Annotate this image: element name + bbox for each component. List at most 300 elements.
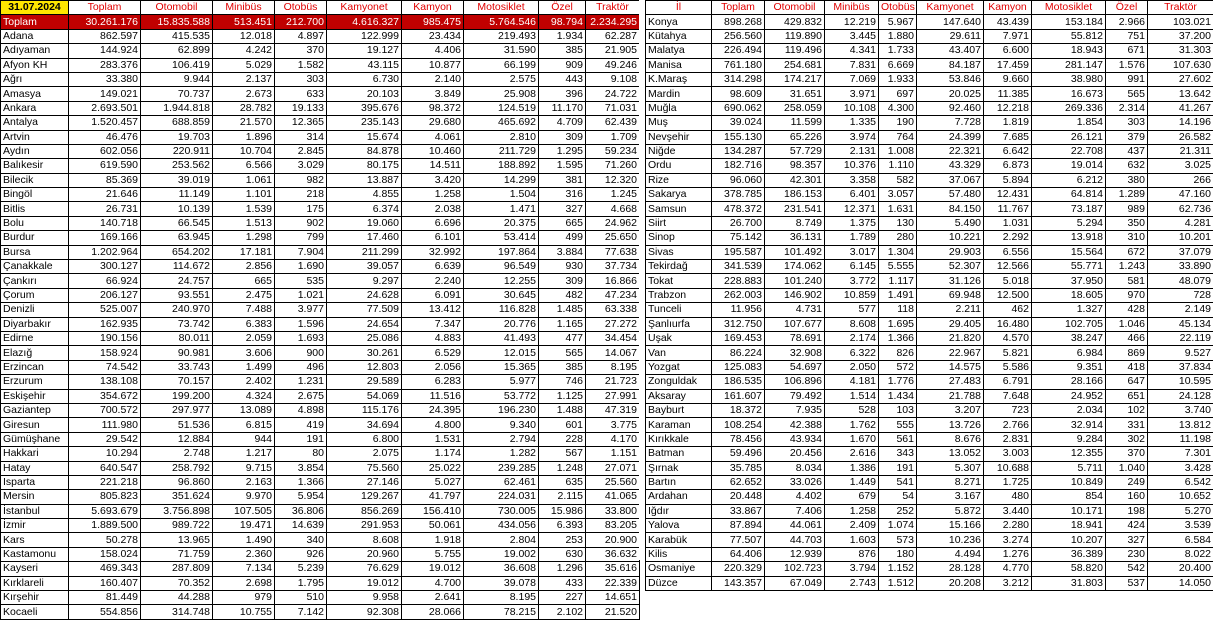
province-name: Sinop [646,231,712,245]
vehicle-count: 12.218 [984,101,1032,115]
vehicle-count: 7.648 [984,389,1032,403]
table-row [1,389,640,403]
column-header: Otomobil [765,1,825,15]
header-row [646,1,1213,15]
vehicle-count: 291.953 [327,519,402,533]
vehicle-count: 195.587 [712,245,765,259]
vehicle-count: 33.867 [712,504,765,518]
province-name: Denizli [1,303,69,317]
table-row [646,260,1213,274]
vehicle-count: 429.832 [765,15,825,29]
column-header: Minibüs [825,1,879,15]
vehicle-count: 303 [1106,116,1148,130]
vehicle-count: 4.494 [917,547,984,561]
table-row [646,418,1213,432]
vehicle-count: 469.343 [69,562,141,576]
vehicle-count: 7.971 [984,29,1032,43]
vehicle-count: 20.375 [464,216,539,230]
vehicle-count: 22.321 [917,144,984,158]
total-value: 513.451 [213,15,275,29]
vehicle-count: 59.234 [586,144,640,158]
vehicle-count: 5.894 [984,173,1032,187]
vehicle-count: 41.267 [1148,101,1213,115]
vehicle-count: 6.791 [984,375,1032,389]
province-name: İzmir [1,519,69,533]
province-name: Antalya [1,116,69,130]
table-row [646,375,1213,389]
province-name: Yozgat [646,360,712,374]
vehicle-count: 5.711 [1032,461,1106,475]
table-row [1,173,640,187]
vehicle-count: 13.887 [327,173,402,187]
vehicle-count: 41.065 [586,490,640,504]
vehicle-count: 23.434 [402,29,464,43]
vehicle-count: 6.600 [984,44,1032,58]
vehicle-count: 19.060 [327,216,402,230]
vehicle-count: 10.108 [825,101,879,115]
province-name: Kastamonu [1,547,69,561]
vehicle-count: 12.255 [464,274,539,288]
vehicle-count: 1.631 [879,202,917,216]
vehicle-count: 1.231 [275,375,327,389]
vehicle-count: 36.131 [765,231,825,245]
vehicle-count: 50.061 [402,519,464,533]
vehicle-count: 433 [539,576,586,590]
vehicle-count: 3.017 [825,245,879,259]
vehicle-count: 19.127 [327,44,402,58]
vehicle-count: 19.471 [213,519,275,533]
vehicle-count: 78.691 [765,331,825,345]
vehicle-count: 582 [879,173,917,187]
vehicle-count: 5.821 [984,346,1032,360]
province-name: Konya [646,15,712,29]
vehicle-count: 106.419 [141,58,213,72]
vehicle-count: 12.219 [825,15,879,29]
vehicle-count: 1.776 [879,375,917,389]
vehicle-count: 17.460 [327,231,402,245]
vehicle-count: 77.507 [712,533,765,547]
table-row [1,44,640,58]
vehicle-count: 437 [1106,144,1148,158]
vehicle-count: 312.750 [712,317,765,331]
vehicle-count: 11.767 [984,202,1032,216]
table-row [1,591,640,605]
vehicle-count: 46.476 [69,130,141,144]
vehicle-count: 1.531 [402,432,464,446]
vehicle-count: 39.024 [712,116,765,130]
vehicle-count: 379 [1106,130,1148,144]
vehicle-count: 3.428 [1148,461,1213,475]
province-name: Uşak [646,331,712,345]
vehicle-count: 746 [539,375,586,389]
vehicle-count: 269.336 [1032,101,1106,115]
vehicle-count: 93.551 [141,288,213,302]
province-name: Kırklareli [1,576,69,590]
table-row [646,504,1213,518]
vehicle-count: 92.460 [917,101,984,115]
vehicle-count: 22.967 [917,346,984,360]
vehicle-count: 3.772 [825,274,879,288]
vehicle-count: 5.555 [879,260,917,274]
column-header: Motosiklet [464,1,539,15]
vehicle-count: 6.283 [402,375,464,389]
province-name: Siirt [646,216,712,230]
vehicle-count: 2.115 [539,490,586,504]
vehicle-count: 16.866 [586,274,640,288]
province-name: Van [646,346,712,360]
column-header: Özel [1106,1,1148,15]
total-label: Toplam [1,15,69,29]
vehicle-count: 28.166 [1032,375,1106,389]
vehicle-count: 1.152 [879,562,917,576]
vehicle-count: 327 [1106,533,1148,547]
province-name: Balıkesir [1,159,69,173]
vehicle-count: 55.771 [1032,260,1106,274]
province-name: Amasya [1,87,69,101]
province-name: Bursa [1,245,69,259]
vehicle-count: 8.034 [765,461,825,475]
vehicle-count: 50.278 [69,533,141,547]
vehicle-count: 314.298 [712,72,765,86]
vehicle-count: 12.500 [984,288,1032,302]
total-value: 985.475 [402,15,464,29]
vehicle-count: 10.139 [141,202,213,216]
vehicle-count: 3.756.898 [141,504,213,518]
vehicle-count: 6.800 [327,432,402,446]
vehicle-count: 930 [539,260,586,274]
vehicle-count: 20.900 [586,533,640,547]
column-header: Traktör [1148,1,1213,15]
vehicle-count: 1.512 [879,576,917,590]
vehicle-count: 25.560 [586,475,640,489]
vehicle-count: 314.748 [141,605,213,619]
column-header: Minibüs [213,1,275,15]
vehicle-count: 2.810 [464,130,539,144]
vehicle-count: 78.215 [464,605,539,619]
table-row [646,432,1213,446]
vehicle-count: 3.445 [825,29,879,43]
vehicle-count: 6.556 [984,245,1032,259]
vehicle-count: 206.127 [69,288,141,302]
vehicle-count: 26.582 [1148,130,1213,144]
vehicle-count: 4.731 [765,303,825,317]
vehicle-count: 869 [1106,346,1148,360]
vehicle-count: 37.200 [1148,29,1213,43]
vehicle-count: 211.299 [327,245,402,259]
vehicle-count: 1.202.964 [69,245,141,259]
vehicle-count: 3.029 [275,159,327,173]
vehicle-count: 98.372 [402,101,464,115]
vehicle-count: 228 [539,432,586,446]
vehicle-count: 672 [1106,245,1148,259]
vehicle-count: 162.935 [69,317,141,331]
vehicle-count: 116.828 [464,303,539,317]
table-row [1,245,640,259]
header-row [1,1,640,15]
vehicle-count: 122.999 [327,29,402,43]
vehicle-count: 1.582 [275,58,327,72]
vehicle-count: 12.015 [464,346,539,360]
table-row [1,72,640,86]
vehicle-count: 3.854 [275,461,327,475]
table-row [1,58,640,72]
vehicle-count: 1.117 [879,274,917,288]
vehicle-count: 14.067 [586,346,640,360]
vehicle-count: 51.536 [141,418,213,432]
vehicle-count: 1.762 [825,418,879,432]
vehicle-count: 20.208 [917,576,984,590]
vehicle-count: 80.011 [141,331,213,345]
vehicle-count: 343 [879,447,917,461]
vehicle-count: 3.794 [825,562,879,576]
province-name: Diyarbakır [1,317,69,331]
vehicle-count: 103 [879,403,917,417]
vehicle-count: 12.566 [984,260,1032,274]
vehicle-count: 555 [879,418,917,432]
column-header: Otomobil [141,1,213,15]
vehicle-count: 1.040 [1106,461,1148,475]
vehicle-count: 37.067 [917,173,984,187]
vehicle-count: 856.269 [327,504,402,518]
vehicle-count: 2.292 [984,231,1032,245]
province-name: Kilis [646,547,712,561]
vehicle-count: 1.434 [879,389,917,403]
vehicle-count: 4.061 [402,130,464,144]
vehicle-count: 3.274 [984,533,1032,547]
vehicle-count: 48.079 [1148,274,1213,288]
vehicle-count: 1.165 [539,317,586,331]
vehicle-count: 8.195 [464,591,539,605]
column-header: Kamyonet [327,1,402,15]
vehicle-count: 5.018 [984,274,1032,288]
province-name: Karabük [646,533,712,547]
vehicle-count: 30.645 [464,288,539,302]
vehicle-count: 10.704 [213,144,275,158]
vehicle-count: 53.772 [464,389,539,403]
province-name: Iğdır [646,504,712,518]
vehicle-count: 2.050 [825,360,879,374]
vehicle-count: 8.195 [586,360,640,374]
vehicle-count: 1.596 [275,317,327,331]
vehicle-count: 43.439 [984,15,1032,29]
vehicle-count: 134.287 [712,144,765,158]
province-name: Burdur [1,231,69,245]
table-row [646,519,1213,533]
vehicle-count: 15.564 [1032,245,1106,259]
table-row [1,576,640,590]
vehicle-count: 378.785 [712,188,765,202]
vehicle-count: 28.128 [917,562,984,576]
vehicle-count: 13.089 [213,403,275,417]
vehicle-count: 96.549 [464,260,539,274]
vehicle-count: 77.509 [327,303,402,317]
column-header: Özel [539,1,586,15]
vehicle-count: 14.639 [275,519,327,533]
vehicle-count: 12.803 [327,360,402,374]
vehicle-count: 2.748 [141,447,213,461]
vehicle-count: 6.212 [1032,173,1106,187]
province-name: Kütahya [646,29,712,43]
vehicle-count: 13.412 [402,303,464,317]
column-header: Toplam [69,1,141,15]
vehicle-count: 561 [879,432,917,446]
vehicle-count: 73.742 [141,317,213,331]
vehicle-count: 71.031 [586,101,640,115]
vehicle-count: 2.831 [984,432,1032,446]
vehicle-count: 197.864 [464,245,539,259]
vehicle-count: 161.607 [712,389,765,403]
vehicle-count: 1.725 [984,475,1032,489]
vehicle-count: 20.448 [712,490,765,504]
vehicle-count: 1.217 [213,447,275,461]
vehicle-count: 2.743 [825,576,879,590]
vehicle-count: 42.301 [765,173,825,187]
vehicle-count: 20.960 [327,547,402,561]
vehicle-count: 854 [1032,490,1106,504]
vehicle-count: 65.226 [765,130,825,144]
vehicle-count: 15.674 [327,130,402,144]
province-name: Çorum [1,288,69,302]
vehicle-count: 20.400 [1148,562,1213,576]
vehicle-count: 10.221 [917,231,984,245]
vehicle-count: 226.494 [712,44,765,58]
vehicle-count: 29.611 [917,29,984,43]
vehicle-count: 2.211 [917,303,984,317]
vehicle-count: 5.307 [917,461,984,475]
vehicle-count: 573 [879,533,917,547]
vehicle-count: 688.859 [141,116,213,130]
vehicle-count: 33.380 [69,72,141,86]
vehicle-count: 1.245 [586,188,640,202]
vehicle-count: 1.110 [879,159,917,173]
province-name: Bolu [1,216,69,230]
vehicle-count: 1.046 [1106,317,1148,331]
vehicle-count: 5.027 [402,475,464,489]
vehicle-count: 826 [879,346,917,360]
vehicle-count: 381 [539,173,586,187]
vehicle-count: 7.904 [275,245,327,259]
table-row [646,116,1213,130]
vehicle-count: 478.372 [712,202,765,216]
vehicle-count: 149.021 [69,87,141,101]
vehicle-count: 43.115 [327,58,402,72]
vehicle-count: 18.943 [1032,44,1106,58]
vehicle-count: 1.693 [275,331,327,345]
vehicle-count: 7.685 [984,130,1032,144]
vehicle-count: 5.490 [917,216,984,230]
vehicle-count: 13.726 [917,418,984,432]
vehicle-count: 6.584 [1148,533,1213,547]
vehicle-count: 10.688 [984,461,1032,475]
vehicle-count: 3.977 [275,303,327,317]
vehicle-count: 989.722 [141,519,213,533]
vehicle-count: 124.519 [464,101,539,115]
vehicle-count: 62.461 [464,475,539,489]
vehicle-count: 26.700 [712,216,765,230]
vehicle-count: 443 [539,72,586,86]
province-name: Eskişehir [1,389,69,403]
province-header: İl [646,1,712,15]
table-row [1,87,640,101]
vehicle-count: 24.757 [141,274,213,288]
total-value: 5.764.546 [464,15,539,29]
vehicle-count: 1.296 [539,562,586,576]
table-row [646,159,1213,173]
province-name: Mardin [646,87,712,101]
vehicle-count: 1.491 [879,288,917,302]
table-row [646,490,1213,504]
province-name: Gaziantep [1,403,69,417]
vehicle-count: 4.341 [825,44,879,58]
vehicle-count: 303 [275,72,327,86]
vehicle-count: 14.196 [1148,116,1213,130]
vehicle-count: 2.034 [1032,403,1106,417]
vehicle-count: 144.924 [69,44,141,58]
vehicle-count: 140.718 [69,216,141,230]
vehicle-count: 29.680 [402,116,464,130]
vehicle-count: 22.339 [586,576,640,590]
table-row [646,274,1213,288]
province-name: Bingöl [1,188,69,202]
vehicle-count: 54.697 [765,360,825,374]
vehicle-count: 11.170 [539,101,586,115]
vehicle-count: 73.187 [1032,202,1106,216]
table-row [646,389,1213,403]
vehicle-count: 6.730 [327,72,402,86]
vehicle-count: 12.355 [1032,447,1106,461]
vehicle-count: 182.716 [712,159,765,173]
vehicle-count: 690.062 [712,101,765,115]
province-name: Trabzon [646,288,712,302]
vehicle-count: 10.859 [825,288,879,302]
vehicle-count: 2.075 [327,447,402,461]
vehicle-count: 1.276 [984,547,1032,561]
vehicle-count: 33.890 [1148,260,1213,274]
province-name: Yalova [646,519,712,533]
vehicle-count: 81.449 [69,591,141,605]
vehicle-count: 16.673 [1032,87,1106,101]
vehicle-count: 28.782 [213,101,275,115]
vehicle-count: 902 [275,216,327,230]
vehicle-count: 64.814 [1032,188,1106,202]
table-row [1,533,640,547]
table-row [1,461,640,475]
vehicle-count: 619.590 [69,159,141,173]
vehicle-count: 17.181 [213,245,275,259]
table-row [1,231,640,245]
vehicle-count: 129.267 [327,490,402,504]
vehicle-count: 15.166 [917,519,984,533]
table-row [646,72,1213,86]
vehicle-count: 20.776 [464,317,539,331]
province-name: Sakarya [646,188,712,202]
vehicle-count: 1.248 [539,461,586,475]
vehicle-count: 434.056 [464,519,539,533]
vehicle-count: 6.873 [984,159,1032,173]
vehicle-count: 541 [879,475,917,489]
vehicle-count: 1.709 [586,130,640,144]
vehicle-count: 57.729 [765,144,825,158]
table-row [646,475,1213,489]
vehicle-count: 6.101 [402,231,464,245]
vehicle-count: 262.003 [712,288,765,302]
vehicle-count: 19.002 [464,547,539,561]
vehicle-count: 7.488 [213,303,275,317]
vehicle-count: 38.247 [1032,331,1106,345]
vehicle-count: 9.660 [984,72,1032,86]
vehicle-count: 256.560 [712,29,765,43]
vehicle-count: 21.820 [917,331,984,345]
